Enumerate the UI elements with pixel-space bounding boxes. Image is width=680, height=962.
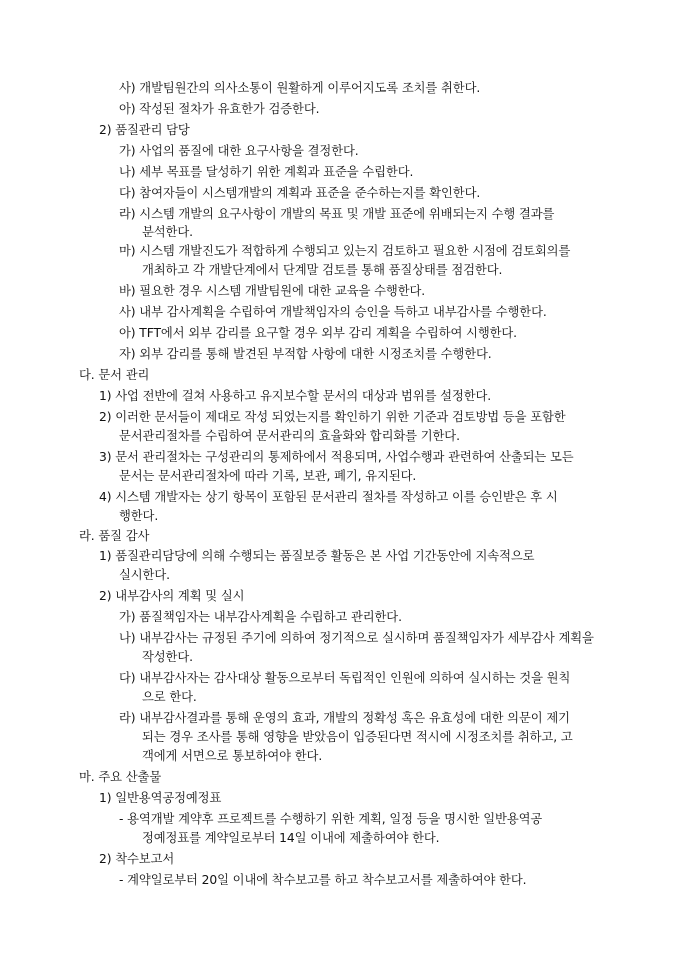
list-item: 라) 시스템 개발의 요구사항이 개발의 목표 및 개발 표준에 위배되는지 수행 결과를 xyxy=(119,207,555,221)
list-item-continuation: 문서관리절차를 수립하여 문서관리의 효율화와 합리화를 기한다. xyxy=(119,429,460,443)
list-item: 3) 문서 관리절차는 구성관리의 통제하에서 적용되며, 사업수행과 관련하여 산출되는 모든 xyxy=(99,450,574,464)
section-heading-deliverables: 마. 주요 산출물 xyxy=(79,770,162,784)
list-item-continuation: 실시한다. xyxy=(119,568,170,582)
list-item: 나) 세부 목표를 달성하기 위한 계획과 표준을 수립한다. xyxy=(119,165,414,179)
list-item: 마) 시스템 개발진도가 적합하게 수행되고 있는지 검토하고 필요한 시점에 검토회의를 xyxy=(119,244,571,258)
item-a-verify-procedure: 아) 작성된 절차가 유효한가 검증한다. xyxy=(119,102,320,116)
subsection-internal-audit: 2) 내부감사의 계획 및 실시 xyxy=(99,589,245,603)
item-sa-communication: 사) 개발팀원간의 의사소통이 원활하게 이루어지도록 조치를 취한다. xyxy=(119,81,481,95)
list-item: 나) 내부감사는 규정된 주기에 의하여 정기적으로 실시하며 품질책임자가 세부감사 계획을 xyxy=(119,631,594,645)
section-heading-document-management: 다. 문서 관리 xyxy=(79,368,150,382)
list-item-continuation: 개최하고 각 개발단계에서 단계말 검토를 통해 품질상태를 점검한다. xyxy=(142,263,503,277)
subsection-kickoff-report: 2) 착수보고서 xyxy=(99,852,175,866)
list-item-continuation: 문서는 문서관리절차에 따라 기록, 보관, 폐기, 유지된다. xyxy=(119,469,417,483)
list-item: 사) 내부 감사계획을 수립하여 개발책임자의 승인을 득하고 내부감사를 수행한다. xyxy=(119,305,547,319)
list-item: 1) 품질관리담당에 의해 수행되는 품질보증 활동은 본 사업 기간동안에 지속적으로 xyxy=(99,549,535,563)
list-item: 4) 시스템 개발자는 상기 항목이 포함된 문서관리 절차를 작성하고 이를 승인받은 후 시 xyxy=(99,490,558,504)
list-item: 다) 내부감사자는 감사대상 활동으로부터 독립적인 인원에 의하여 실시하는 것을 원칙 xyxy=(119,671,571,685)
list-item-continuation: 행한다. xyxy=(119,509,159,523)
list-item: 라) 내부감사결과를 통해 운영의 효과, 개발의 정확성 혹은 유효성에 대한 의문이 제기 xyxy=(119,711,570,725)
list-item-continuation: 되는 경우 조사를 통해 영향을 받았음이 입증된다면 적시에 시정조치를 취하고, 고 xyxy=(142,730,573,744)
list-item: 가) 사업의 품질에 대한 요구사항을 결정한다. xyxy=(119,144,359,158)
subsection-quality-manager: 2) 품질관리 담당 xyxy=(99,123,190,137)
subsection-schedule: 1) 일반용역공정예정표 xyxy=(99,791,222,805)
list-item: - 용역개발 계약후 프로젝트를 수행하기 위한 계획, 일정 등을 명시한 일반용역공 xyxy=(119,812,543,826)
list-item: 바) 필요한 경우 시스템 개발팀원에 대한 교육을 수행한다. xyxy=(119,284,426,298)
list-item-continuation: 작성한다. xyxy=(142,650,193,664)
list-item: 1) 사업 전반에 걸쳐 사용하고 유지보수할 문서의 대상과 범위를 설정한다. xyxy=(99,389,492,403)
list-item-continuation: 정예정표를 계약일로부터 14일 이내에 제출하여야 한다. xyxy=(142,831,440,845)
list-item: 가) 품질책임자는 내부감사계획을 수립하고 관리한다. xyxy=(119,610,402,624)
list-item-continuation: 객에게 서면으로 통보하여야 한다. xyxy=(142,749,323,763)
list-item-continuation: 분석한다. xyxy=(142,225,193,239)
list-item: 2) 이러한 문서들이 제대로 작성 되었는지를 확인하기 위한 기준과 검토방법 등을 포함한 xyxy=(99,410,566,424)
section-heading-quality-audit: 라. 품질 감사 xyxy=(79,529,150,543)
list-item-continuation: 으로 한다. xyxy=(142,690,197,704)
list-item: 다) 참여자들이 시스템개발의 계획과 표준을 준수하는지를 확인한다. xyxy=(119,186,481,200)
list-item: - 계약일로부터 20일 이내에 착수보고를 하고 착수보고서를 제출하여야 한다. xyxy=(119,873,527,887)
list-item: 자) 외부 감리를 통해 발견된 부적합 사항에 대한 시정조치를 수행한다. xyxy=(119,347,492,361)
list-item: 아) TFT에서 외부 감리를 요구할 경우 외부 감리 계획을 수립하여 시행한다. xyxy=(119,326,517,340)
